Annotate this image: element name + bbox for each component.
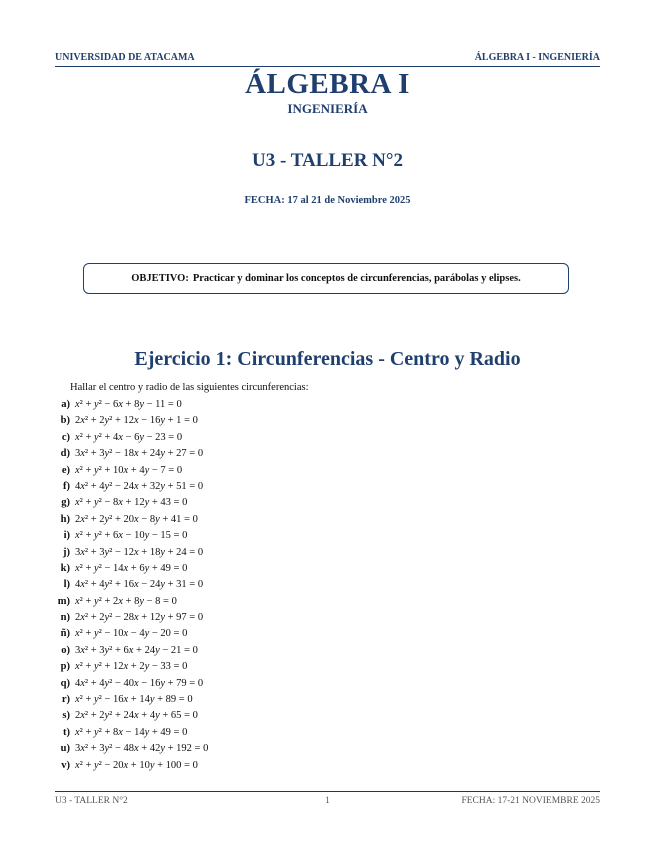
page-number: 1: [325, 796, 330, 806]
exercise-equation: 2x² + 2y² + 24x + 4y + 65 = 0: [75, 710, 198, 722]
section-title: Ejercicio 1: Circunferencias - Centro y Radio: [134, 348, 521, 370]
exercise-equation: x² + y² − 14x + 6y + 49 = 0: [75, 562, 188, 574]
exercise-equation: 2x² + 2y² + 20x − 8y + 41 = 0: [75, 513, 198, 525]
page-subtitle: INGENIERÍA: [287, 101, 368, 116]
header-rule: [55, 66, 600, 67]
exercise-equation: x² + y² − 10x − 4y − 20 = 0: [75, 628, 188, 640]
exercise-item: [0, 643, 655, 659]
exercise-equation: x² + y² − 8x + 12y + 43 = 0: [75, 497, 188, 509]
exercise-equation: x² + y² − 16x + 14y + 89 = 0: [75, 694, 193, 706]
exercise-label: c): [61, 431, 70, 443]
exercise-label: k): [60, 562, 70, 574]
intro-text: Hallar el centro y radio de las siguientes circunferencias:: [70, 382, 309, 393]
exercise-label: u): [60, 743, 70, 755]
exercise-item: [0, 463, 655, 479]
exercise-equation: 3x² + 3y² − 18x + 24y + 27 = 0: [75, 448, 204, 460]
exercise-label: e): [61, 464, 70, 476]
exercise-item: [0, 676, 655, 692]
exercise-label: m): [57, 595, 70, 607]
header-left: UNIVERSIDAD DE ATACAMA: [55, 52, 195, 63]
exercise-item: [0, 725, 655, 741]
footer-right: FECHA: 17-21 NOVIEMBRE 2025: [461, 796, 600, 806]
exercise-item: [0, 495, 655, 511]
exercise-equation: x² + y² + 4x − 6y − 23 = 0: [75, 431, 183, 443]
exercise-equation: x² + y² + 6x − 10y − 15 = 0: [75, 530, 188, 542]
page-title: ÁLGEBRA I: [245, 68, 410, 100]
exercise-equation: x² + y² + 12x + 2y − 33 = 0: [75, 661, 188, 673]
exercise-item: [0, 545, 655, 561]
exercise-equation: 4x² + 4y² − 40x − 16y + 79 = 0: [75, 677, 204, 689]
exercise-equation: x² + y² − 20x + 10y + 100 = 0: [75, 759, 198, 771]
objective-box: [83, 263, 569, 294]
footer-left: U3 - TALLER N°2: [55, 796, 128, 806]
exercise-label: ñ): [60, 628, 70, 640]
exercise-item: [0, 561, 655, 577]
exercise-item: [0, 397, 655, 413]
footer-rule: [55, 791, 600, 792]
exercise-equation: x² + y² − 6x + 8y − 11 = 0: [75, 399, 182, 410]
exercise-equation: 3x² + 3y² − 48x + 42y + 192 = 0: [75, 743, 209, 755]
exercise-label: n): [60, 612, 70, 624]
exercise-label: l): [63, 579, 70, 591]
exercise-equation: 3x² + 3y² − 12x + 18y + 24 = 0: [75, 546, 204, 558]
exercise-label: p): [60, 661, 70, 673]
exercise-label: h): [60, 513, 70, 525]
exercise-label: d): [60, 448, 70, 460]
exercise-item: [0, 610, 655, 626]
exercise-item: [0, 430, 655, 446]
exercise-item: [0, 692, 655, 708]
exercise-label: i): [63, 530, 70, 542]
objective-text: Practicar y dominar los conceptos de circunferencias, parábolas y elipses.: [192, 273, 521, 284]
exercise-item: [0, 528, 655, 544]
exercise-item: [0, 512, 655, 528]
exercise-equation: x² + y² + 8x − 14y + 49 = 0: [75, 726, 188, 738]
exercise-equation: 3x² + 3y² + 6x + 24y − 21 = 0: [75, 644, 198, 656]
taller-heading: U3 - TALLER N°2: [252, 150, 403, 171]
exercise-item: [0, 479, 655, 495]
exercise-equation: 4x² + 4y² + 16x − 24y + 31 = 0: [75, 579, 204, 591]
exercise-label: o): [61, 644, 70, 656]
exercise-item: [0, 446, 655, 462]
exercise-item: [0, 741, 655, 757]
objective-label: OBJETIVO:: [131, 273, 189, 284]
exercise-label: r): [61, 694, 70, 706]
exercise-item: [0, 594, 655, 610]
exercise-item: [0, 577, 655, 593]
exercise-label: q): [60, 677, 70, 689]
exercise-list: [0, 397, 655, 774]
exercise-item: [0, 659, 655, 675]
exercise-item: [0, 708, 655, 724]
exercise-item: [0, 626, 655, 642]
exercise-label: s): [62, 710, 70, 722]
exercise-item: [0, 413, 655, 429]
exercise-equation: 4x² + 4y² − 24x + 32y + 51 = 0: [75, 480, 204, 492]
exercise-item: [0, 758, 655, 774]
exercise-label: b): [60, 415, 70, 427]
exercise-label: v): [61, 759, 70, 771]
exercise-label: t): [63, 726, 70, 738]
exercise-label: a): [61, 399, 70, 410]
exercise-equation: x² + y² + 2x + 8y − 8 = 0: [75, 595, 177, 607]
exercise-label: g): [61, 497, 70, 509]
exercise-equation: x² + y² + 10x + 4y − 7 = 0: [75, 464, 183, 476]
exercise-label: f): [63, 480, 70, 492]
exercise-equation: 2x² + 2y² − 28x + 12y + 97 = 0: [75, 612, 204, 624]
header-right: ÁLGEBRA I - INGENIERÍA: [474, 52, 600, 63]
exercise-label: j): [63, 546, 70, 558]
date-line: FECHA: 17 al 21 de Noviembre 2025: [244, 195, 411, 206]
exercise-equation: 2x² + 2y² + 12x − 16y + 1 = 0: [75, 415, 198, 427]
